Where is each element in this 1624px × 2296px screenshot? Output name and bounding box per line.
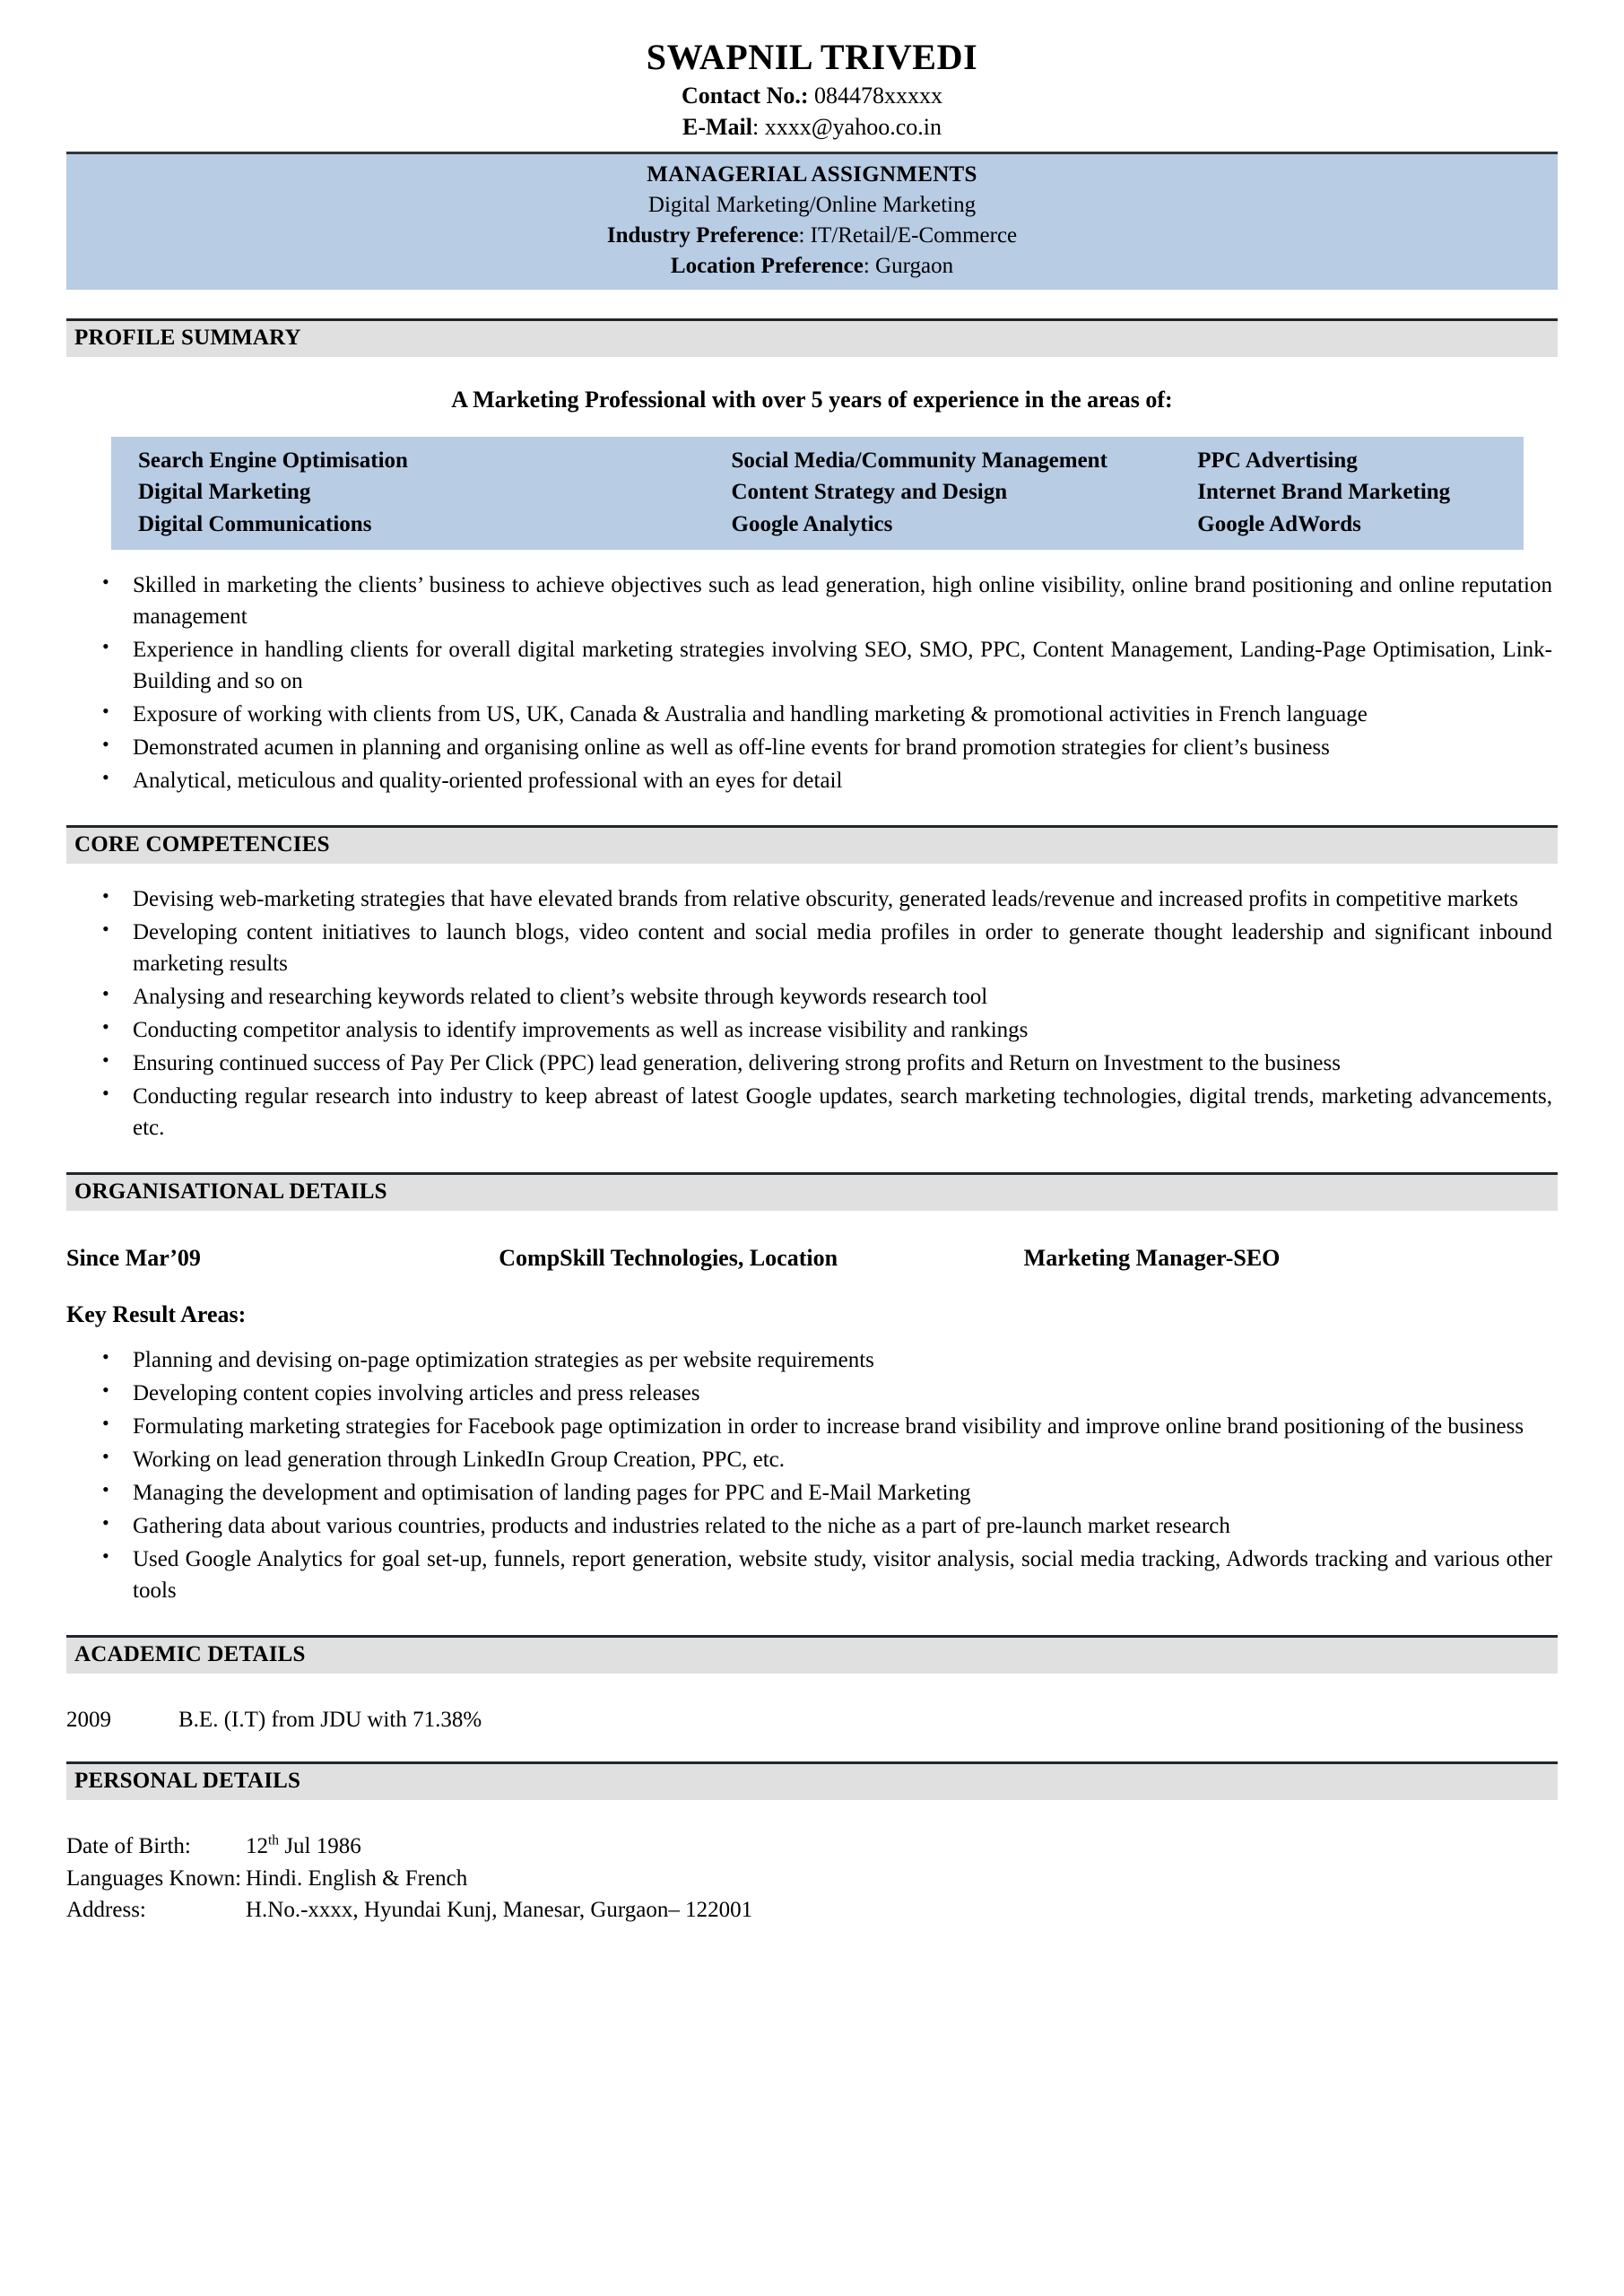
industry-preference	[75, 221, 1549, 251]
organisation-company: CompSkill Technologies, Location	[499, 1245, 838, 1272]
resume-header	[66, 36, 1558, 143]
list-item: • Skilled in marketing the clients’ business to achieve objectives such as lead generation, high online visibility, online brand positioning and online reputation management	[66, 570, 1558, 632]
skill-cell: Digital Communications	[138, 511, 372, 536]
dob-day: 12	[246, 1834, 268, 1859]
languages-label: Languages Known:	[66, 1866, 242, 1891]
list-item: • Managing the development and optimisation of landing pages for PPC and E-Mail Marketing	[66, 1477, 1558, 1509]
profile-tagline: A Marketing Professional with over 5 years of experience in the areas of:	[451, 386, 1173, 413]
email-line	[66, 112, 1558, 143]
list-item: • Analysing and researching keywords related to client’s website through keywords research tool	[66, 981, 1558, 1013]
personal-row-languages	[66, 1863, 1558, 1895]
section-header-profile-summary: PROFILE SUMMARY	[66, 318, 1558, 357]
organisation-designation: Marketing Manager-SEO	[1023, 1245, 1281, 1272]
list-item: • Conducting regular research into industry to keep abreast of latest Google updates, search marketing technologies, digital trends, marketing advancements, etc.	[66, 1081, 1558, 1144]
list-item: • Formulating marketing strategies for Facebook page optimization in order to increase brand visibility and improve online brand positioning of the business	[66, 1411, 1558, 1442]
dob-month-year: Jul 1986	[279, 1834, 361, 1859]
list-item: • Experience in handling clients for overall digital marketing strategies involving SEO, SMO, PPC, Content Management, Landing-Page Optimisation, Link-Building and so on	[66, 634, 1558, 697]
list-item: • Exposure of working with clients from US, UK, Canada & Australia and handling marketing & promotional activities in French language	[66, 699, 1558, 730]
address-label: Address:	[66, 1898, 146, 1923]
candidate-name: SWAPNIL TRIVEDI	[646, 37, 978, 77]
objective-domain: Digital Marketing/Online Marketing	[647, 192, 977, 217]
personal-row-dob	[66, 1831, 1558, 1863]
skill-cell: Google AdWords	[1197, 511, 1361, 536]
list-item: • Used Google Analytics for goal set-up, funnels, report generation, website study, visitor analysis, social media tracking, Adwords tracking and various other tools	[66, 1544, 1558, 1606]
industry-preference-value: : IT/Retail/E-Commerce	[798, 222, 1018, 248]
academic-description: B.E. (I.T) from JDU with 71.38%	[178, 1708, 482, 1733]
key-result-areas-bullets	[66, 1344, 1558, 1606]
languages-value: Hindi. English & French	[246, 1866, 468, 1891]
core-competencies-bullets	[66, 883, 1558, 1144]
key-result-areas-title: Key Result Areas:	[66, 1301, 247, 1328]
objective-band	[66, 152, 1558, 290]
skills-row	[111, 509, 1524, 541]
skill-cell: Digital Marketing	[138, 480, 311, 505]
location-preference	[75, 251, 1549, 282]
email-label: E-Mail	[682, 113, 752, 140]
personal-details-table	[66, 1831, 1558, 1926]
skill-cell: PPC Advertising	[1197, 448, 1358, 473]
skills-grid	[111, 437, 1524, 551]
industry-preference-label: Industry Preference	[606, 222, 799, 248]
list-item: • Gathering data about various countries, products and industries related to the niche as a part of pre-launch market research	[66, 1510, 1558, 1542]
list-item: • Analytical, meticulous and quality-oriented professional with an eyes for detail	[66, 765, 1558, 796]
profile-summary-bullets	[66, 570, 1558, 796]
organisation-row	[66, 1245, 1558, 1272]
section-header-core-competencies: CORE COMPETENCIES	[66, 825, 1558, 864]
list-item: • Devising web-marketing strategies that have elevated brands from relative obscurity, generated leads/revenue and increased profits in competitive markets	[66, 883, 1558, 915]
list-item: • Conducting competitor analysis to identify improvements as well as increase visibility and rankings	[66, 1014, 1558, 1046]
list-item: • Working on lead generation through LinkedIn Group Creation, PPC, etc.	[66, 1444, 1558, 1475]
dob-label: Date of Birth:	[66, 1834, 191, 1859]
skill-cell: Search Engine Optimisation	[138, 448, 408, 473]
skill-cell: Social Media/Community Management	[731, 448, 1107, 473]
dob-value	[246, 1831, 1558, 1863]
contact-line	[66, 81, 1558, 111]
academic-year: 2009	[66, 1708, 111, 1733]
skills-row	[111, 445, 1524, 477]
address-value: H.No.-xxxx, Hyundai Kunj, Manesar, Gurgaon– 122001	[246, 1898, 753, 1923]
objective-title: MANAGERIAL ASSIGNMENTS	[647, 161, 977, 187]
contact-label: Contact No.:	[681, 83, 809, 109]
section-header-organisational-details: ORGANISATIONAL DETAILS	[66, 1172, 1558, 1211]
skill-cell: Google Analytics	[731, 511, 893, 536]
list-item: • Developing content copies involving articles and press releases	[66, 1378, 1558, 1409]
skill-cell: Content Strategy and Design	[731, 480, 1008, 505]
list-item: • Ensuring continued success of Pay Per Click (PPC) lead generation, delivering strong profits and Return on Investment to the business	[66, 1048, 1558, 1079]
location-preference-value: : Gurgaon	[863, 253, 954, 278]
section-header-personal-details: PERSONAL DETAILS	[66, 1761, 1558, 1800]
list-item: • Developing content initiatives to launch blogs, video content and social media profiles in order to generate thought leadership and significant inbound marketing results	[66, 917, 1558, 979]
skill-cell: Internet Brand Marketing	[1197, 480, 1451, 505]
academic-row	[66, 1708, 1558, 1733]
location-preference-label: Location Preference	[670, 253, 864, 278]
personal-row-address	[66, 1894, 1558, 1926]
section-header-academic-details: ACADEMIC DETAILS	[66, 1635, 1558, 1674]
organisation-duration: Since Mar’09	[66, 1245, 201, 1272]
email-value: : xxxx@yahoo.co.in	[752, 113, 942, 140]
dob-ordinal-suffix: th	[268, 1832, 280, 1848]
list-item: • Demonstrated acumen in planning and organising online as well as off-line events for brand promotion strategies for client’s business	[66, 732, 1558, 763]
contact-value: 084478xxxxx	[808, 83, 943, 109]
list-item: • Planning and devising on-page optimization strategies as per website requirements	[66, 1344, 1558, 1376]
skills-row	[111, 476, 1524, 509]
